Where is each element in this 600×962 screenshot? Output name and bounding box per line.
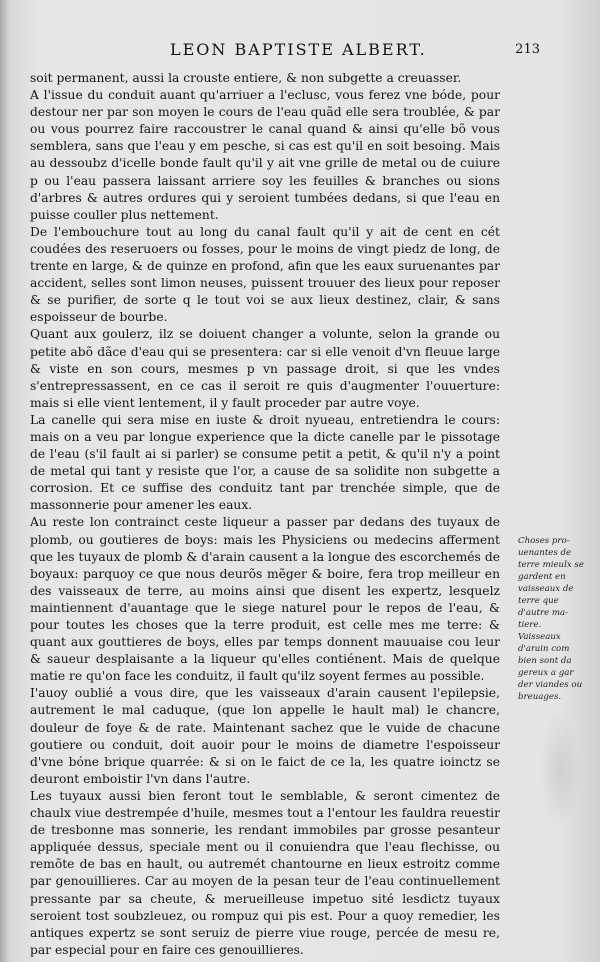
- paragraph: soit permanent, aussi la crouste entiere, & non subgette a creuasser.: [30, 71, 462, 85]
- page-number: 213: [515, 42, 540, 57]
- margin-note: Choses pro- uenantes de terre mieulx se gardent en vaisseaux de terre que d'autre ma- tiere.: [518, 536, 584, 630]
- paragraph: De l'embouchure tout au long du canal fault qu'il y ait de cent en cét coudées des reseruoers ou fosses, pour le moins de vingt piedz de long, de trente en large, & de quinze en profond, afin que les eaux suruenantes par accident, selles sont limon neuses, puissent trouuer des lieux pour reposer & se purifier, de sorte q le tout voi se aux lieux destinez, clair, & sans espoisseur de bourbe.: [30, 224, 500, 325]
- running-head: LEON BAPTISTE ALBERT.: [170, 40, 427, 59]
- main-text: [30, 70, 500, 959]
- paragraph: A l'issue du conduit auant qu'arriuer a l'eclusc, vous ferez vne bóde, pour destour ner par son moyen le cours de l'eau quãd elle sera troublée, & par ou vous pourrez faire raccoustrer le canal quand & ainsi qu'elle bõ vous semblera, sans que l'eau y em pesche, si cas est qu'il en soit besoing. Mais au dessoubz d'icelle bonde fault qu'il y ait vne grille de metal ou de cuiure p ou l'eau passera laissant arriere soy les feuilles & branches ou sions d'arbres & autres ordures qui y seroient tumbées dedans, si que l'eau en puisse couller plus nettement.: [30, 88, 500, 222]
- margin-notes: [518, 535, 586, 703]
- paragraph: La canelle qui sera mise en iuste & droit nyueau, entretiendra le cours: mais on a veu par longue experience que la dicte canelle par le pissotage de l'eau (s'il fault ai si parler) se consume petit a petit, & qu'il n'y a point de metal qui tant y resiste que l'or, a cause de sa solidite non subgette a corrosion. Et ce suffise des conduitz tant par trenchée simple, que de massonnerie pour amener les eaux.: [30, 412, 500, 513]
- margin-note: Vaisseaux d'arain com bien sont da gereux a gar der viandes ou breuages.: [518, 632, 583, 702]
- paragraph: Quant aux goulerz, ilz se doiuent changer a volunte, selon la grande ou petite abõ dãce d'eau qui se presentera: car si elle venoit d'vn fleuue large & viste en son cours, mesmes p vn passage droit, si que les vndes s'entrepressassent, en ce cas il seroit re quis d'augmenter l'ouuerture: mais si elle vient lentement, il y fault proceder par autre voye.: [30, 327, 500, 410]
- page-header: [40, 40, 540, 64]
- paragraph: Les tuyaux aussi bien feront tout le semblable, & seront cimentez de chaulx viue destrempée d'huile, mesmes tout a l'entour les fauldra reuestir de tresbonne mas sonnerie, les rendant immobiles par grosse pesanteur appliquée dessus, speciale ment ou il conuiendra que l'eau flechisse, ou remõte de bas en hault, ou autremét chantourne en lieux estroitz comme par genouillieres. Car au moyen de la pesan teur de l'eau continuellement pressante par sa cheute, & merueilleuse impetuo sité lesdictz tuyaux seroient tost soubzleuez, ou rompuz qui pis est. Pour a quoy remedier, les antiques expertz se sont seruiz de pierre viue rouge, percée de mesu re, par especial pour en faire ces genouillieres.: [30, 788, 500, 957]
- paragraph: Au reste lon contrainct ceste liqueur a passer par dedans des tuyaux de plomb, ou goutieres de boys: mais les Physiciens ou medecins afferment que les tuyaux de plomb & d'arain causent a la longue des escorchemés de boyaux: parquoy ce que nous deurõs mẽger & boire, fera trop meilleur en des vaisseaux de terre, au moins ainsi que disent les expertz, lesquelz maintiennent d'auantage que le siege naturel pour le repos de l'eau, & pour toutes les choses que la terre produit, est celle mes me terre: & quant aux gouttieres de boys, elles par temps donnent mauuaise cou leur & saueur desplaisante a la liqueur qu'elles contiénent. Mais de quelque matie re qu'on face les conduitz, il fault qu'ilz soyent fermes au possible.: [30, 515, 500, 684]
- paragraph: I'auoy oublié a vous dire, que les vaisseaux d'arain causent l'epilepsie, autrement le mal caduque, (que lon appelle le hault mal) le chancre, douleur de foye & de rate. Maintenant sachez que le vuide de chacune goutiere ou conduit, doit auoir pour le moins de diametre l'espoisseur d'vne bóne brique quarrée: & si on le faict de ce la, les quatre ioinctz se deuront emboistir l'vn dans l'autre.: [30, 686, 500, 786]
- ink-shadow: [540, 710, 580, 830]
